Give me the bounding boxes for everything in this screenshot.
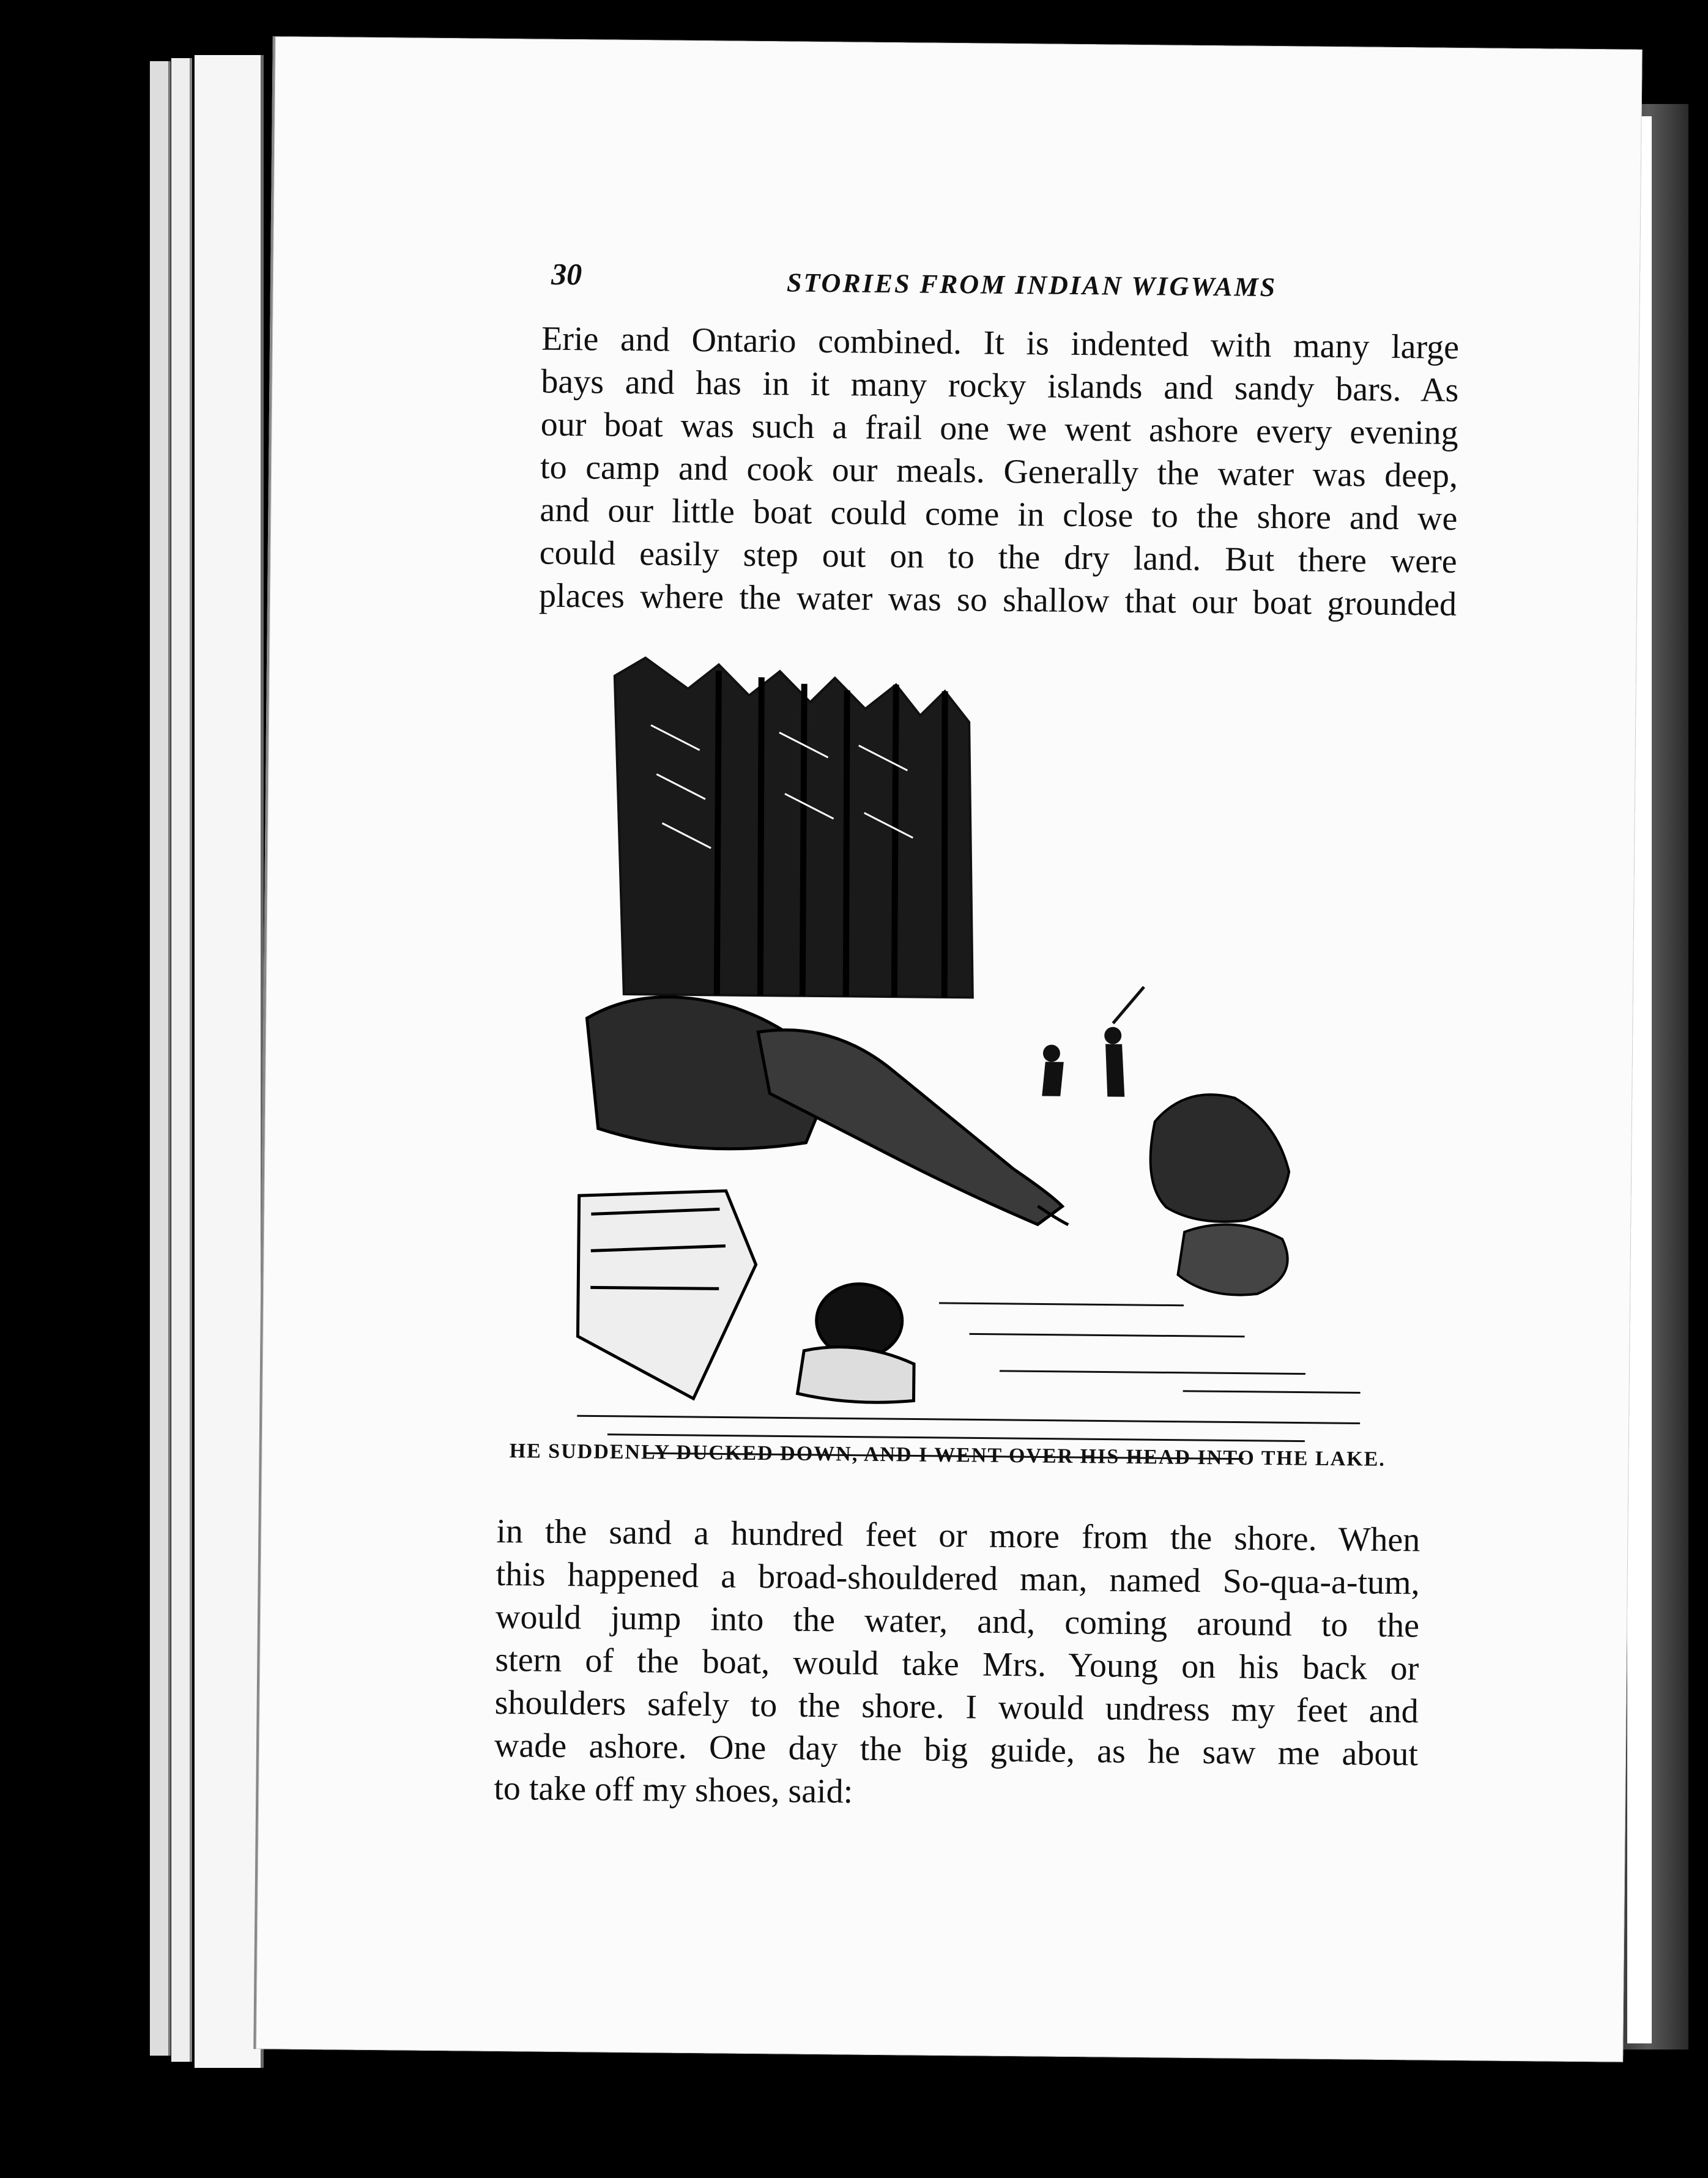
running-title: STORIES FROM INDIAN WIGWAMS [786, 267, 1277, 303]
text-line: to camp and cook our meals. Generally the water was deep, [540, 448, 1458, 495]
page-edge [150, 61, 171, 2056]
text-line: bays and has in it many rocky islands and sandy bars. As [541, 362, 1459, 409]
page-number: 30 [551, 256, 582, 292]
text-line: to take off my shoes, said: [494, 1769, 853, 1811]
book-page [253, 36, 1642, 2062]
text-line: our boat was such a frail one we went ashore every evening [540, 405, 1459, 452]
text-line: shoulders safely to the shore. I would undress my feet and [494, 1683, 1419, 1731]
text-line: would jump into the water, and, coming around to the [495, 1597, 1420, 1645]
rocks [1149, 1094, 1290, 1295]
paragraph-top [539, 318, 1460, 626]
text-line: places where the water was so shallow that our boat grounded [538, 576, 1457, 623]
distant-figures [1042, 986, 1144, 1097]
text-line: Erie and Ontario combined. It is indented with many large [541, 319, 1460, 366]
illustration-caption: HE SUDDENLY DUCKED DOWN, AND I WENT OVER HIS HEAD INTO THE LAKE. [509, 1440, 1386, 1471]
text-line: this happened a broad-shouldered man, named So-qua-a-tum, [496, 1555, 1420, 1602]
text-line: stern of the boat, would take Mrs. Young on his back or [495, 1640, 1419, 1688]
page-edge [171, 58, 192, 2062]
paragraph-bottom [494, 1510, 1420, 1818]
running-head [551, 256, 1567, 315]
text-line: wade ashore. One day the big guide, as he saw me about [494, 1726, 1419, 1774]
text-line: and our little boat could come in close to the shore and we [540, 491, 1458, 538]
text-line: could easily step out on to the dry land. But there were [539, 533, 1457, 581]
page-edge [195, 55, 264, 2068]
engraving-illustration [570, 651, 1379, 1473]
text-line: in the sand a hundred feet or more from the shore. When [496, 1512, 1420, 1559]
boat [577, 1189, 757, 1399]
forest-trees [612, 658, 976, 998]
